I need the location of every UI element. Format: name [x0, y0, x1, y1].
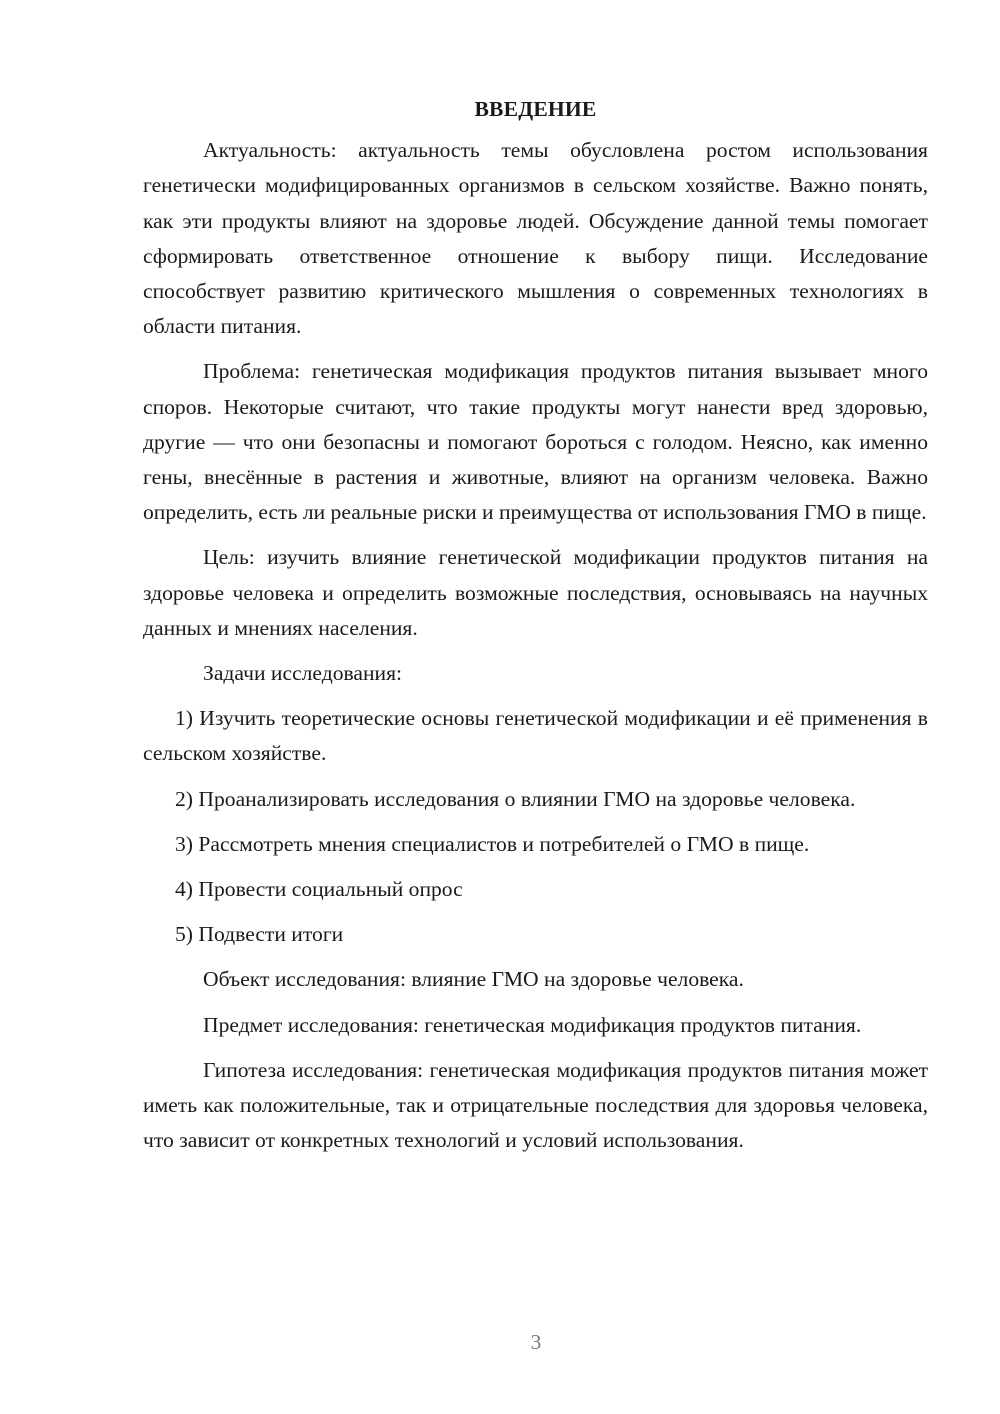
subject-paragraph: Предмет исследования: генетическая модификация продуктов питания.: [203, 1012, 862, 1037]
task-item: 3) Рассмотреть мнения специалистов и потребителей о ГМО в пище.: [175, 831, 810, 856]
problem-paragraph: Проблема: генетическая модификация продуктов питания вызывает много споров. Некоторые считают, что такие продукты могут нанести вред здоровью, другие — что они безопасны и помогают бороться с голодом. Неясно, как именно гены, внесённые в растения и животные, влияют на организм человека. Важно определить, есть ли реальные риски и преимущества от использования ГМО в пище.: [143, 359, 928, 525]
document-page: [143, 92, 928, 1168]
object-paragraph: Объект исследования: влияние ГМО на здоровье человека.: [203, 967, 744, 992]
relevance-paragraph: Актуальность: актуальность темы обусловлена ростом использования генетически модифицированных организмов в сельском хозяйстве. Важно понять, как эти продукты влияют на здоровье людей. Обсуждение данной темы помогает сформировать ответственное отношение к выбору пищи. Исследование способствует развитию критического мышления о современных технологиях в области питания.: [143, 138, 928, 339]
page-number: 3: [530, 1330, 542, 1354]
task-item: 4) Провести социальный опрос: [175, 877, 463, 902]
page-title: ВВЕДЕНИЕ: [474, 97, 597, 121]
tasks-list: [143, 701, 928, 952]
tasks-heading: Задачи исследования:: [203, 661, 403, 686]
task-item: 1) Изучить теоретические основы генетической модификации и её применения в сельском хозяйстве.: [143, 706, 928, 766]
goal-paragraph: Цель: изучить влияние генетической модификации продуктов питания на здоровье человека и определить возможные последствия, основываясь на научных данных и мнениях населения.: [143, 545, 928, 640]
hypothesis-paragraph: Гипотеза исследования: генетическая модификация продуктов питания может иметь как положительные, так и отрицательные последствия для здоровья человека, что зависит от конкретных технологий и условий использования.: [143, 1057, 928, 1153]
task-item: 5) Подвести итоги: [175, 922, 344, 947]
task-item: 2) Проанализировать исследования о влиянии ГМО на здоровье человека.: [175, 786, 856, 811]
